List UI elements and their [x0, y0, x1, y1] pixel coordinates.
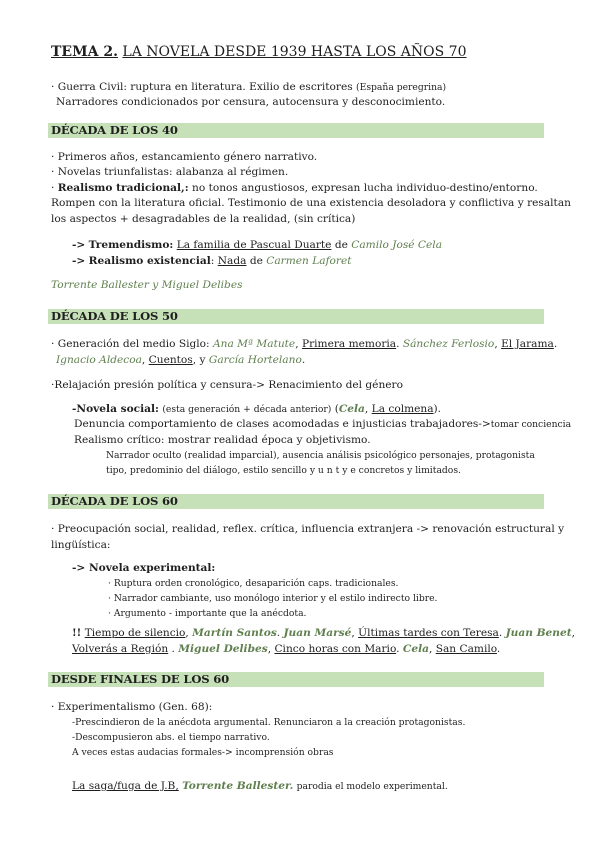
section-heading-60: DÉCADA DE LOS 60: [51, 494, 178, 508]
s40-line-1: · Primeros años, estancamiento género narrativo.: [51, 151, 318, 163]
realismo-existencial-line: -> Realismo existencial: Nada de Carmen Laforet: [72, 255, 352, 267]
s40-line-5: los aspectos + desagradables de la realidad, (sin crítica): [51, 213, 356, 225]
s50-relajacion: ·Relajación presión política y censura-> Renacimiento del género: [51, 379, 403, 391]
s50-denuncia: Denuncia comportamiento de clases acomodadas e injusticias trabajadores->tomar conciencia: [74, 418, 572, 430]
s50-narrador-1: Narrador oculto (realidad imparcial), ausencia análisis psicológico personajes, protagonista: [106, 450, 535, 461]
s60-line-2: lingüística:: [51, 539, 111, 551]
section-heading-50: DÉCADA DE LOS 50: [51, 309, 178, 323]
intro-line-2: Narradores condicionados por censura, autocensura y desconocimiento.: [56, 96, 446, 108]
section-heading-40: DÉCADA DE LOS 40: [51, 123, 178, 137]
s60-works-line-1: !! Tiempo de silencio, Martín Santos. Juan Marsé, Últimas tardes con Teresa. Juan Benet,: [72, 627, 575, 639]
novela-social-line: -Novela social: (esta generación + década anterior) (Cela, La colmena).: [72, 403, 442, 415]
intro-line-1: · Guerra Civil: ruptura en literatura. Exilio de escritores (España peregrina): [51, 81, 447, 93]
s50-generation-line-1: · Generación del medio Siglo: Ana Mª Matute, Primera memoria. Sánchez Ferlosio, El Jarama.: [51, 338, 558, 350]
s60-bullet-3: · Argumento - importante que la anécdota.: [108, 608, 307, 619]
s50-generation-line-2: Ignacio Aldecoa, Cuentos, y García Hortelano.: [56, 354, 306, 366]
s50-narrador-2: tipo, predominio del diálogo, estilo sencillo y u n t y e concretos y limitados.: [106, 465, 461, 476]
s60-bullet-1: · Ruptura orden cronológico, desaparición caps. tradicionales.: [108, 578, 399, 589]
s60-works-line-2: Volverás a Región . Miguel Delibes, Cinco horas con Mario. Cela, San Camilo.: [72, 643, 501, 655]
page-title: [51, 43, 466, 61]
novela-experimental: -> Novela experimental:: [72, 562, 216, 574]
s40-authors: Torrente Ballester y Miguel Delibes: [51, 279, 243, 291]
s40-line-4: Rompen con la literatura oficial. Testimonio de una existencia desoladora y conflictiva y resaltan: [51, 197, 571, 209]
s60-bullet-2: · Narrador cambiante, uso monólogo interior y el estilo indirecto libre.: [108, 593, 438, 604]
s60-line-1: · Preocupación social, realidad, reflex. crítica, influencia extranjera -> renovación estructural y: [51, 523, 565, 535]
s70-saga-line: La saga/fuga de J.B, Torrente Ballester. parodia el modelo experimental.: [72, 780, 448, 792]
tremendismo-line: -> Tremendismo: La familia de Pascual Duarte de Camilo José Cela: [72, 239, 443, 251]
title-label: TEMA 2.: [51, 44, 118, 60]
s70-line-2: -Prescindieron de la anécdota argumental. Renunciaron a la creación protagonistas.: [72, 717, 466, 728]
s70-line-4: A veces estas audacias formales-> incomprensión obras: [72, 747, 334, 758]
s40-line-2: · Novelas triunfalistas: alabanza al régimen.: [51, 166, 289, 178]
title-text: LA NOVELA DESDE 1939 HASTA LOS AÑOS 70: [122, 44, 467, 60]
s40-line-3: · Realismo tradicional,: no tonos angustiosos, expresan lucha individuo-destino/entorno.: [51, 182, 538, 194]
s70-line-3: -Descompusieron abs. el tiempo narrativo.: [72, 732, 270, 743]
s50-realismo-critico: Realismo crítico: mostrar realidad época y objetivismo.: [74, 434, 371, 446]
s70-line-1: · Experimentalismo (Gen. 68):: [51, 701, 213, 713]
section-heading-70: DESDE FINALES DE LOS 60: [51, 672, 229, 686]
